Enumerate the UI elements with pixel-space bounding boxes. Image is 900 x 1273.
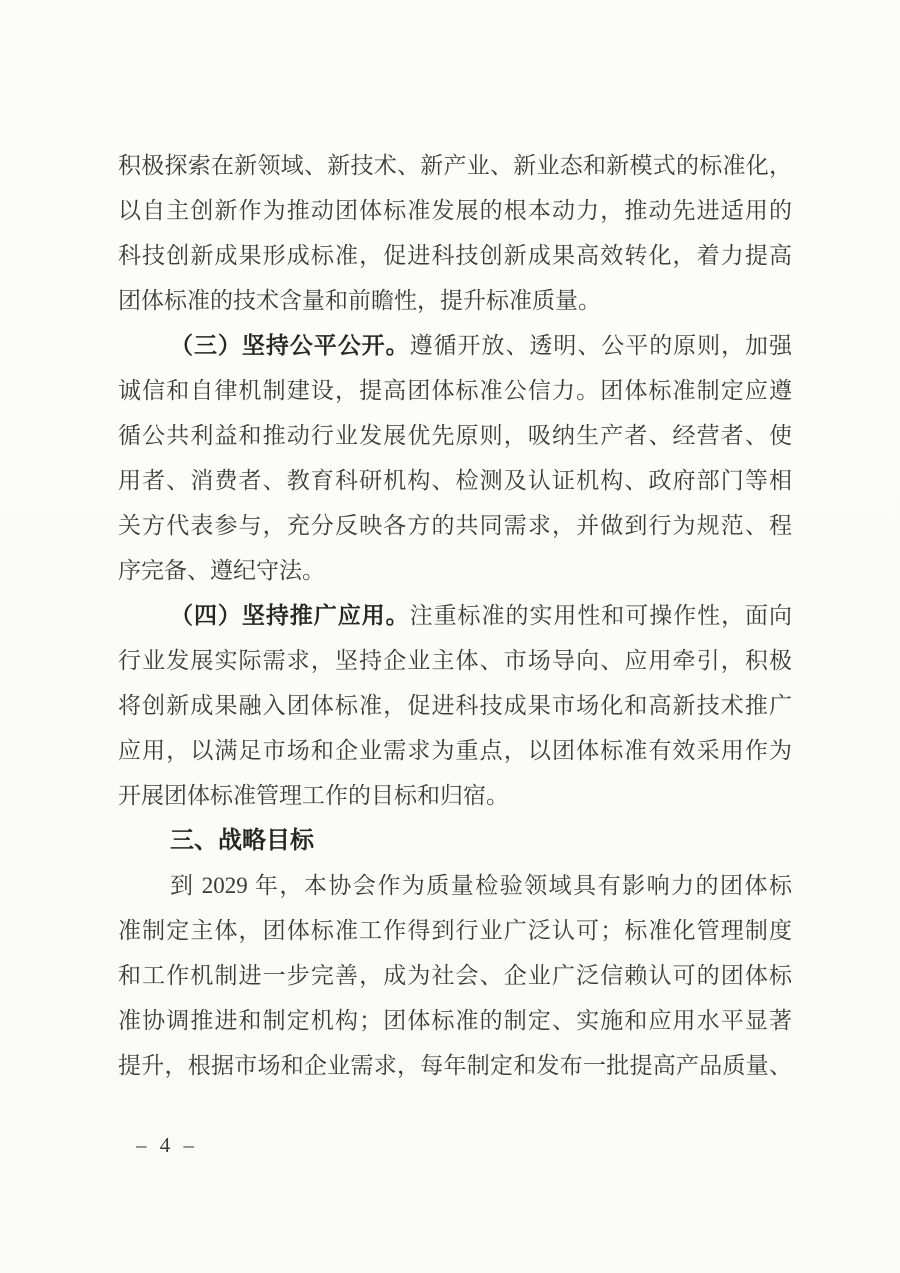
text-line: 科技创新成果形成标准，促进科技创新成果高效转化，着力提高: [118, 243, 792, 268]
text-line: 以自主创新作为推动团体标准发展的根本动力，推动先进适用的: [118, 198, 792, 223]
text-line: 行业发展实际需求，坚持企业主体、市场导向、应用牵引，积极: [118, 648, 792, 673]
text-line: 应用，以满足市场和企业需求为重点，以团体标准有效采用作为: [118, 738, 792, 763]
page-number: – 4 –: [136, 1133, 198, 1157]
text-segment: 注重标准的实用性和可操作性，面向: [409, 603, 792, 628]
text-line: [118, 593, 792, 638]
text-line: 序完备、遵纪守法。: [118, 558, 325, 583]
text-line: 团体标准的技术含量和前瞻性，提升标准质量。: [118, 288, 601, 313]
text-line: 和工作机制进一步完善，成为社会、企业广泛信赖认可的团体标: [118, 963, 792, 988]
text-line: 到 2029 年，本协会作为质量检验领域具有影响力的团体标: [170, 873, 792, 898]
text-line: 提升，根据市场和企业需求，每年制定和发布一批提高产品质量、: [118, 1053, 792, 1078]
text-segment: 遵循开放、透明、公平的原则，加强: [409, 333, 792, 358]
text-line: 诚信和自律机制建设，提高团体标准公信力。团体标准制定应遵: [118, 378, 792, 403]
section-heading: 三、战略目标: [170, 827, 314, 854]
text-line: 开展团体标准管理工作的目标和归宿。: [118, 783, 509, 808]
text-line: 用者、消费者、教育科研机构、检测及认证机构、政府部门等相: [118, 468, 792, 493]
text-line: 关方代表参与，充分反映各方的共同需求，并做到行为规范、程: [118, 513, 792, 538]
text-line: 准协调推进和制定机构；团体标准的制定、实施和应用水平显著: [118, 1008, 792, 1033]
subsection-heading-3: （三）坚持公平公开。: [170, 333, 410, 358]
text-line: 将创新成果融入团体标准，促进科技成果市场化和高新技术推广: [118, 693, 792, 718]
text-line: 积极探索在新领域、新技术、新产业、新业态和新模式的标准化，: [118, 153, 792, 178]
subsection-heading-4: （四）坚持推广应用。: [170, 603, 410, 628]
text-line: 循公共利益和推动行业发展优先原则，吸纳生产者、经营者、使: [118, 423, 792, 448]
document-body: [118, 143, 792, 1088]
text-line: 准制定主体，团体标准工作得到行业广泛认可；标准化管理制度: [118, 918, 792, 943]
text-line: [118, 323, 792, 368]
